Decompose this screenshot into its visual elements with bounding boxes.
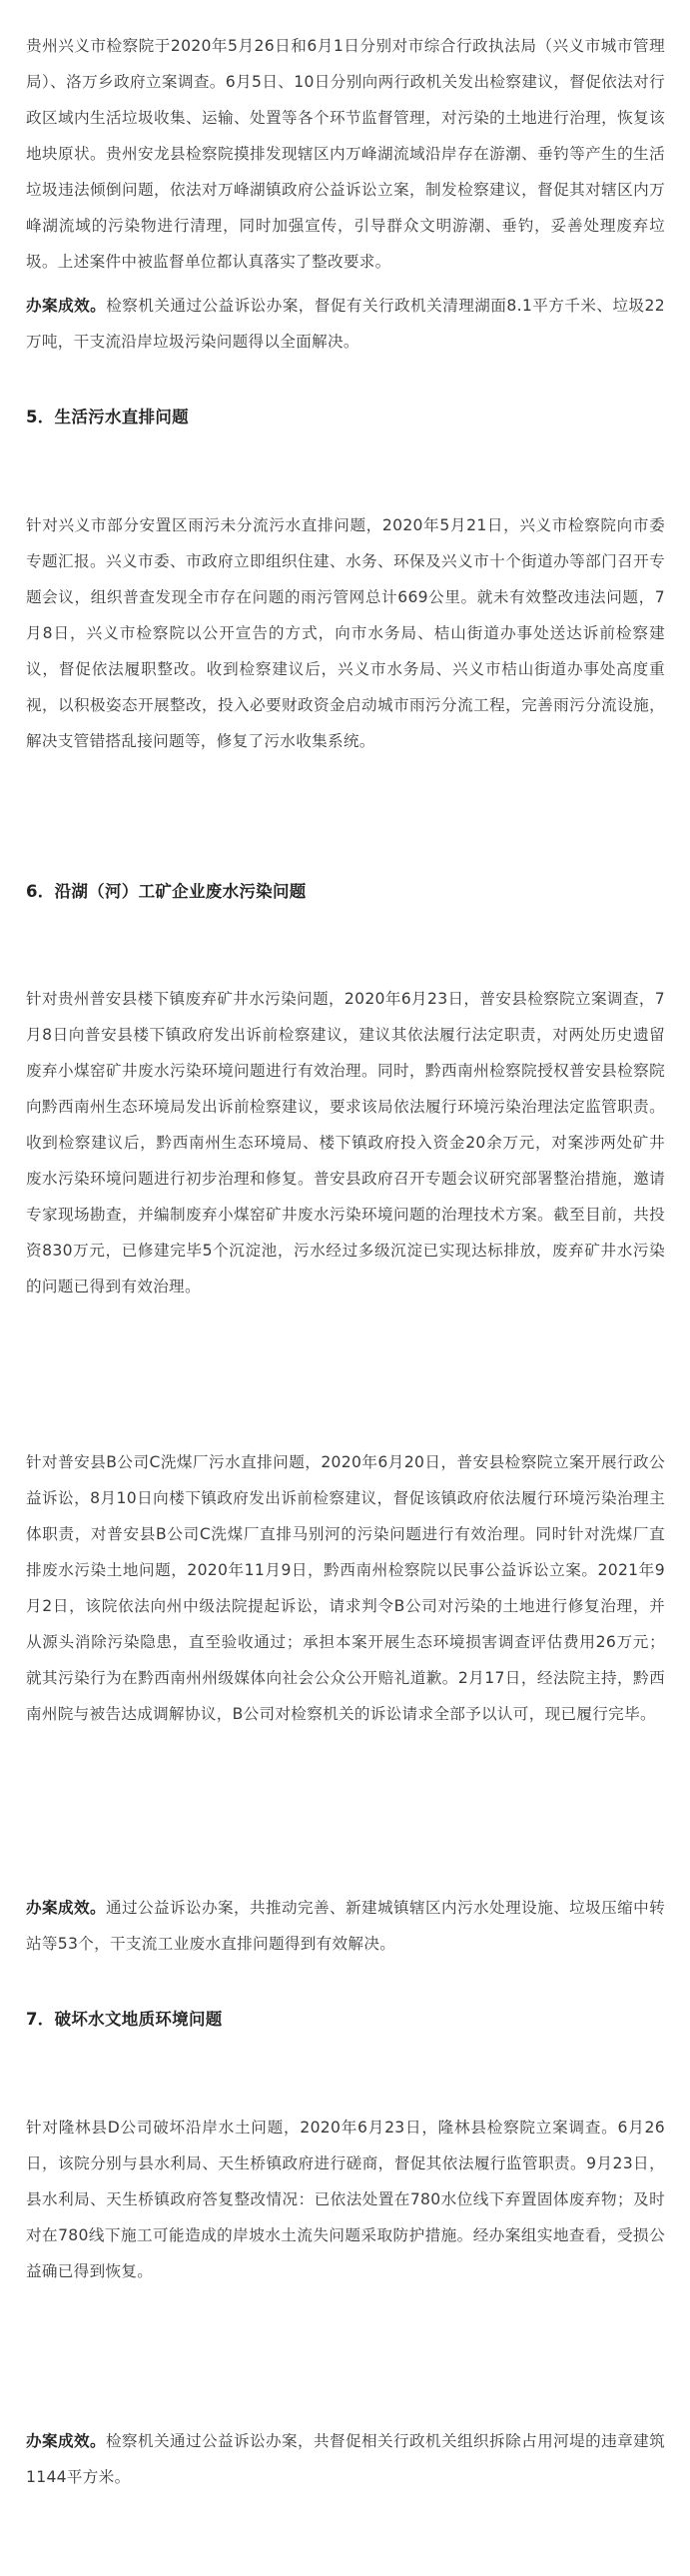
intro-paragraph (26, 28, 665, 280)
result-text-1: 检察机关通过公益诉讼办案，督促有关行政机关清理湖面8.1平方千米、垃圾22万吨，干支流沿岸垃圾污染问题得以全面解决。 (26, 297, 665, 351)
result-label-2: 办案成效。 (26, 1899, 107, 1917)
section-heading-5: 5．生活污水直排问题 (26, 408, 189, 427)
result-paragraph-1 (26, 288, 665, 360)
section-6-paragraph-2 (26, 1444, 665, 1732)
section-5-text: 针对兴义市部分安置区雨污未分流污水直排问题，2020年5月21日，兴义市检察院向市委专题汇报。兴义市委、市政府立即组织住建、水务、环保及兴义市十个街道办等部门召开专题会议，组织普查发现全市存在问题的雨污管网总计669公里。就未有效整改违法问题，7月8日，兴义市检察院以公开宣告的方式，向市水务局、桔山街道办事处送达诉前检察建议，督促依法履职整改。收到检察建议后，兴义市水务局、兴义市桔山街道办事处高度重视，以积极姿态开展整改，投入必要财政资金启动城市雨污分流工程，完善雨污分流设施，解决支管错搭乱接问题等，修复了污水收集系统。 (26, 516, 665, 750)
section-heading-7: 7．破坏水文地质环境问题 (26, 2010, 223, 2029)
result-paragraph-3 (26, 2423, 665, 2495)
result-text-2: 通过公益诉讼办案，共推动完善、新建城镇辖区内污水处理设施、垃圾压缩中转站等53个，干支流工业废水直排问题得到有效解决。 (26, 1899, 665, 1953)
section-6-text-2: 针对普安县B公司C洗煤厂污水直排问题，2020年6月20日，普安县检察院立案开展行政公益诉讼，8月10日向楼下镇政府发出诉前检察建议，督促该镇政府依法履行环境污染治理主体职责，对普安县B公司C洗煤厂直排马别河的污染问题进行有效治理。同时针对洗煤厂直排废水污染土地问题，2020年11月9日，黔西南州检察院以民事公益诉讼立案。2021年9月2日，该院依法向州中级法院提起诉讼，请求判令B公司对污染的土地进行修复治理，并从源头消除污染隐患，直至验收通过；承担本案开展生态环境损害调查评估费用26万元；就其污染行为在黔西南州州级媒体向社会公众公开赔礼道歉。2月17日，经法院主持，黔西南州院与被告达成调解协议，B公司对检察机关的诉讼请求全部予以认可，现已履行完毕。 (26, 1453, 665, 1723)
intro-text: 贵州兴义市检察院于2020年5月26日和6月1日分别对市综合行政执法局（兴义市城市管理局）、洛万乡政府立案调查。6月5日、10日分别向两行政机关发出检察建议，督促依法对行政区域内生活垃圾收集、运输、处置等各个环节监督管理，对污染的土地进行治理，恢复该地块原状。贵州安龙县检察院摸排发现辖区内万峰湖流域沿岸存在游潮、垂钓等产生的生活垃圾违法倾倒问题，依法对万峰湖镇政府公益诉讼立案，制发检察建议，督促其对辖区内万峰湖流域的污染物进行清理，同时加强宣传，引导群众文明游潮、垂钓，妥善处理废弃垃圾。上述案件中被监督单位都认真落实了整改要求。 (26, 37, 665, 271)
section-heading-6: 6．沿湖（河）工矿企业废水污染问题 (26, 882, 307, 901)
result-paragraph-2 (26, 1890, 665, 1962)
section-6-paragraph-1 (26, 981, 665, 1304)
result-label-3: 办案成效。 (26, 2432, 107, 2450)
result-text-3: 检察机关通过公益诉讼办案，共督促相关行政机关组织拆除占用河堤的违章建筑1144平方米。 (26, 2432, 665, 2486)
section-7-text: 针对隆林县D公司破坏沿岸水土问题，2020年6月23日，隆林县检察院立案调查。6月26日，该院分别与县水利局、天生桥镇政府进行磋商，督促其依法履行监管职责。9月23日，县水利局、天生桥镇政府答复整改情况：已依法处置在780水位线下弃置固体废弃物；及时对在780线下施工可能造成的岸坡水土流失问题采取防护措施。经办案组实地查看，受损公益确已得到恢复。 (26, 2119, 665, 2280)
section-5-paragraph (26, 507, 665, 759)
section-7-paragraph (26, 2110, 665, 2289)
result-label-1: 办案成效。 (26, 297, 107, 315)
section-6-text-1: 针对贵州普安县楼下镇废弃矿井水污染问题，2020年6月23日，普安县检察院立案调查，7月8日向普安县楼下镇政府发出诉前检察建议，建议其依法履行法定职责，对两处历史遗留废弃小煤窑矿井废水污染环境问题进行有效治理。同时，黔西南州检察院授权普安县检察院向黔西南州生态环境局发出诉前检察建议，要求该局依法履行环境污染治理法定监管职责。收到检察建议后，黔西南州生态环境局、楼下镇政府投入资金20余万元，对案涉两处矿井废水污染环境问题进行初步治理和修复。普安县政府召开专题会议研究部署整治措施，邀请专家现场勘查，并编制废弃小煤窑矿井废水污染环境问题的治理技术方案。截至目前，共投资830万元，已修建完毕5个沉淀池，污水经过多级沉淀已实现达标排放，废弃矿井水污染的问题已得到有效治理。 (26, 990, 665, 1295)
